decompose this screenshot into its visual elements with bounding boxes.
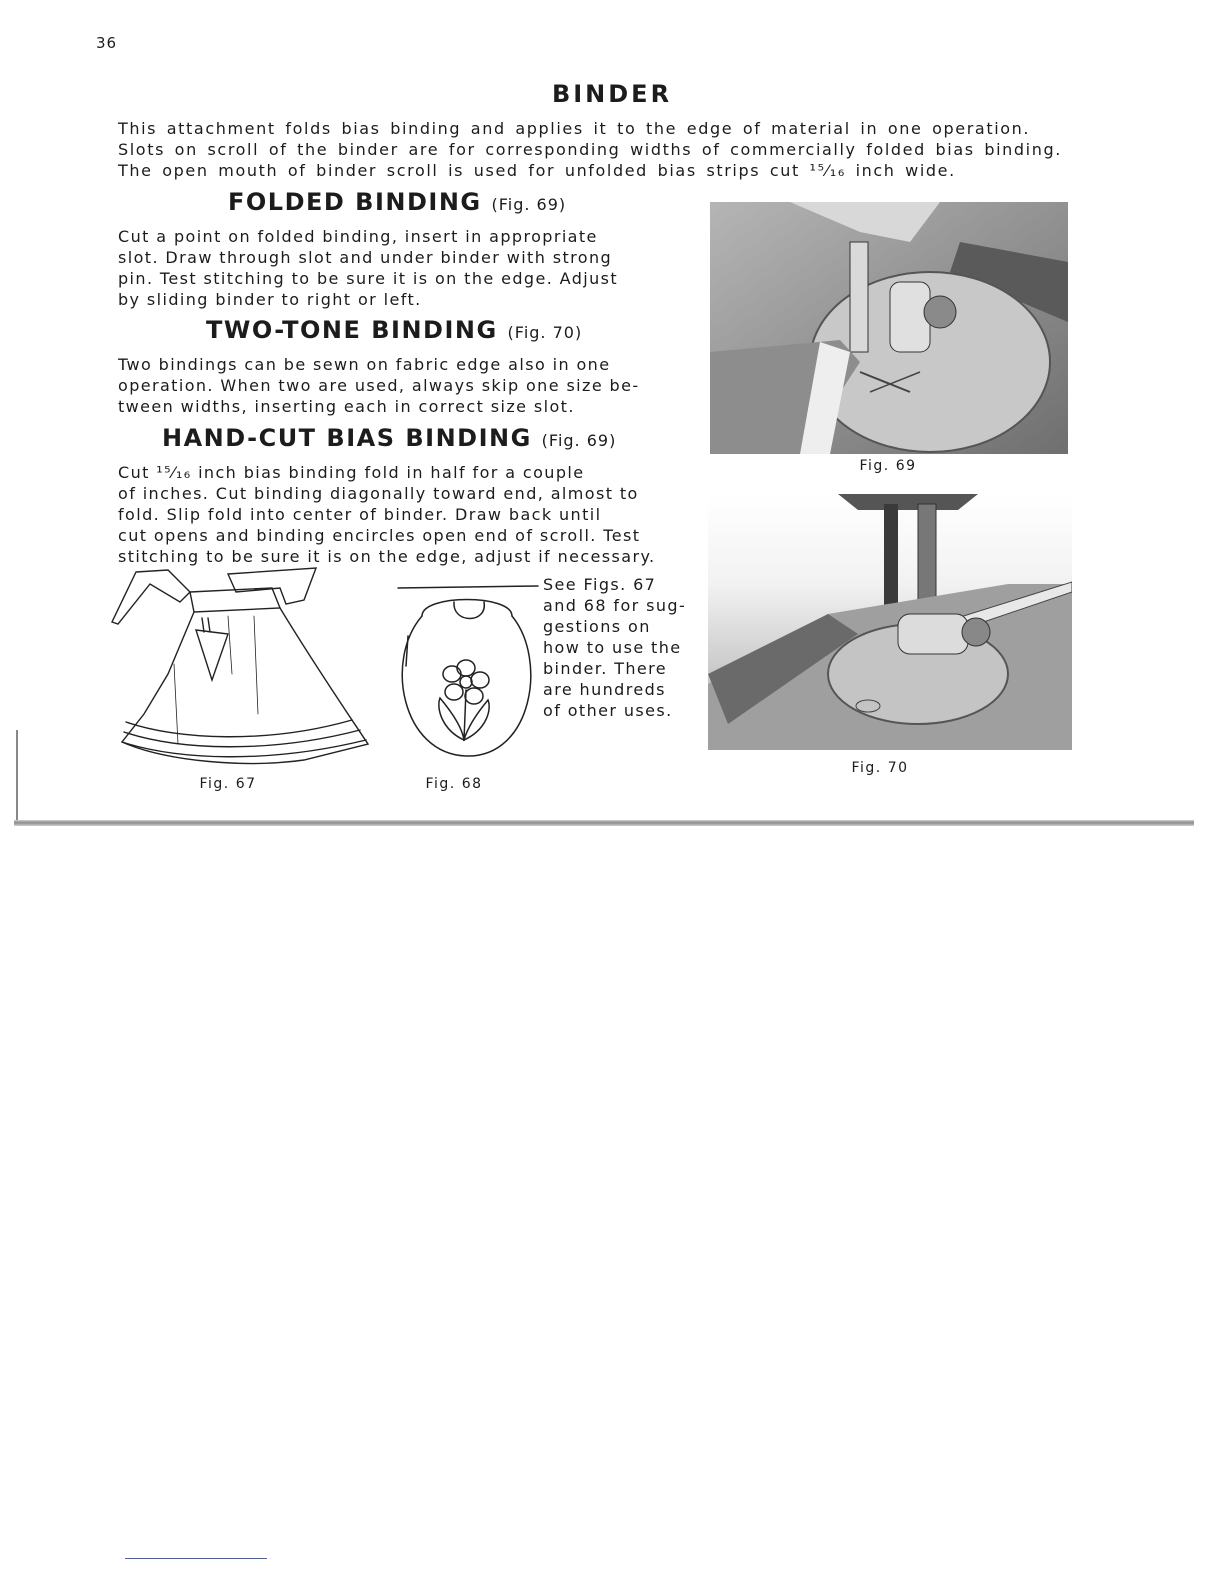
- paragraph-line: tween widths, inserting each in correct size slot.: [118, 397, 575, 416]
- hand-cut-bias-binding-paragraph: [118, 462, 702, 567]
- two-tone-binding-paragraph: [118, 354, 702, 417]
- side-note: [543, 574, 693, 721]
- intro-line: The open mouth of binder scroll is used for unfolded bias strips cut ¹⁵⁄₁₆ inch wide.: [118, 161, 956, 180]
- paragraph-line: pin. Test stitching to be sure it is on the edge. Adjust: [118, 269, 619, 288]
- side-note-line: how to use the: [543, 638, 682, 657]
- figure-reference: (Fig. 69): [541, 431, 617, 450]
- paragraph-line: stitching to be sure it is on the edge, adjust if necessary.: [118, 547, 656, 566]
- two-tone-binding-photo: [708, 494, 1072, 750]
- scan-artifact-line: [125, 1558, 267, 1559]
- page-number: 36: [96, 34, 118, 52]
- paragraph-line: fold. Slip fold into center of binder. Draw back until: [118, 505, 602, 524]
- side-note-line: See Figs. 67: [543, 575, 657, 594]
- paragraph-line: Two bindings can be sewn on fabric edge also in one: [118, 355, 611, 374]
- page-edge: [16, 730, 18, 826]
- figure-caption: Fig. 67: [199, 776, 257, 792]
- intro-line: This attachment folds bias binding and applies it to the edge of material in one operation.: [118, 119, 1031, 138]
- figure-reference: (Fig. 69): [491, 195, 567, 214]
- paragraph-line: Cut a point on folded binding, insert in appropriate: [118, 227, 598, 246]
- paragraph-line: slot. Draw through slot and under binder with strong: [118, 248, 613, 267]
- intro-paragraph: [118, 118, 1078, 181]
- figure-caption: Fig. 70: [851, 760, 909, 776]
- apron-illustration: [108, 564, 378, 774]
- folded-binding-heading: [228, 188, 566, 216]
- heading-text: TWO-TONE BINDING: [206, 316, 498, 344]
- two-tone-binding-heading: [206, 316, 582, 344]
- bib-illustration: [392, 580, 542, 770]
- side-note-line: gestions on: [543, 617, 651, 636]
- figure-caption: Fig. 69: [859, 458, 917, 474]
- binder-photo-drawing: [710, 202, 1068, 454]
- paragraph-line: operation. When two are used, always skip one size be-: [118, 376, 640, 395]
- two-tone-photo-drawing: [708, 494, 1072, 750]
- side-note-line: are hundreds: [543, 680, 666, 699]
- folded-binding-paragraph: [118, 226, 702, 310]
- page-divider: [14, 820, 1194, 826]
- page-title: BINDER: [551, 80, 673, 108]
- paragraph-line: of inches. Cut binding diagonally toward end, almost to: [118, 484, 639, 503]
- heading-text: HAND-CUT BIAS BINDING: [162, 424, 532, 452]
- figure-reference: (Fig. 70): [507, 323, 583, 342]
- paragraph-line: Cut ¹⁵⁄₁₆ inch bias binding fold in half for a couple: [118, 463, 585, 482]
- hand-cut-bias-binding-heading: [162, 424, 616, 452]
- figure-caption: Fig. 68: [425, 776, 483, 792]
- binder-attachment-photo: [710, 202, 1068, 454]
- heading-text: FOLDED BINDING: [228, 188, 482, 216]
- side-note-line: of other uses.: [543, 701, 673, 720]
- paragraph-line: cut opens and binding encircles open end of scroll. Test: [118, 526, 641, 545]
- side-note-line: binder. There: [543, 659, 668, 678]
- side-note-line: and 68 for sug-: [543, 596, 687, 615]
- intro-line: Slots on scroll of the binder are for corresponding widths of commercially folded bias binding.: [118, 140, 1062, 159]
- paragraph-line: by sliding binder to right or left.: [118, 290, 422, 309]
